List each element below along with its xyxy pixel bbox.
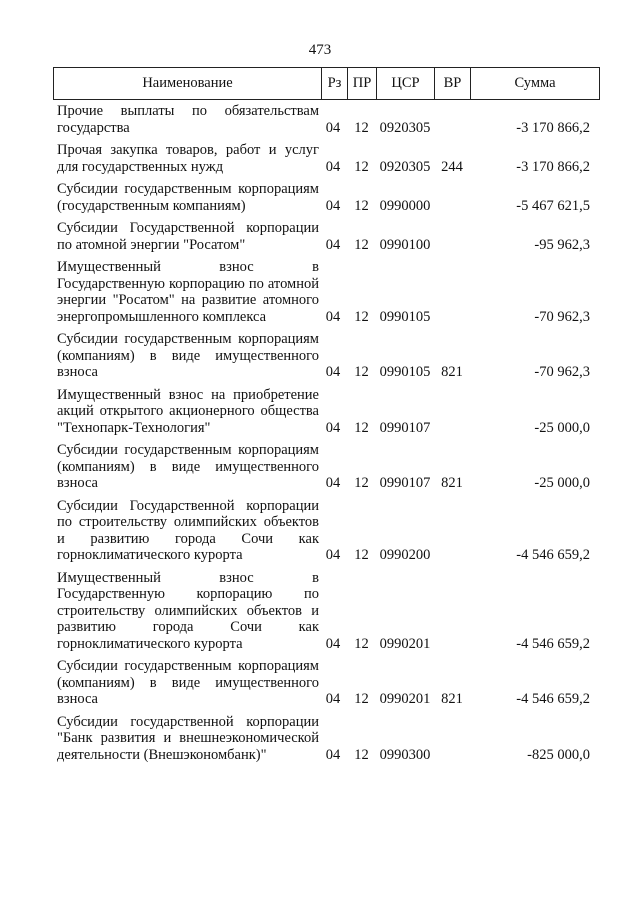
row-sum: -95 962,3	[534, 236, 590, 253]
row-csr: 0990105	[379, 364, 431, 380]
row-rz: 04	[325, 158, 341, 175]
row-csr: 0990200	[379, 547, 431, 563]
page-number: 473	[308, 42, 332, 58]
row-csr: 0990201	[379, 635, 431, 652]
row-csr: 0990300	[379, 746, 431, 763]
row-rz: 04	[325, 119, 341, 136]
header-pr: ПР	[348, 68, 377, 99]
row-sum: -70 962,3	[534, 364, 590, 380]
row-name: Имущественный взнос в Государственную корпорацию по строительству олимпийских объектов и развитию города Сочи как горноклиматического курорта	[57, 569, 319, 652]
row-sum: -70 962,3	[534, 308, 590, 325]
row-sum: -4 546 659,2	[516, 635, 590, 652]
row-rz: 04	[325, 547, 341, 563]
row-name: Прочая закупка товаров, работ и услуг для государственных нужд	[57, 142, 319, 175]
row-pr: 12	[354, 197, 369, 214]
header-name: Наименование	[54, 68, 322, 99]
row-csr: 0990201	[379, 691, 431, 707]
row-vr: 244	[441, 158, 463, 175]
row-sum: -4 546 659,2	[516, 691, 590, 707]
row-pr: 12	[354, 746, 369, 763]
row-rz: 04	[325, 635, 341, 652]
header-vr: ВР	[435, 68, 471, 99]
row-name: Субсидии государственным корпорациям (компаниям) в виде имущественного взноса	[57, 442, 319, 491]
row-name: Имущественный взнос на приобретение акций открытого акционерного общества "Технопарк-Технология"	[57, 386, 319, 436]
row-sum: -5 467 621,5	[516, 197, 590, 214]
table-row	[53, 658, 600, 708]
row-name: Субсидии Государственной корпорации по строительству олимпийских объектов и развитию города Сочи как горноклиматического курорта	[57, 497, 319, 563]
table-row	[53, 331, 600, 381]
row-rz: 04	[325, 691, 341, 707]
row-sum: -825 000,0	[527, 746, 590, 763]
row-name: Субсидии государственным корпорациям (компаниям) в виде имущественного взноса	[57, 658, 319, 707]
row-pr: 12	[354, 158, 369, 175]
row-pr: 12	[354, 236, 369, 253]
table-header	[53, 67, 600, 100]
row-sum: -4 546 659,2	[516, 547, 590, 563]
row-csr: 0990100	[379, 236, 431, 253]
row-rz: 04	[325, 364, 341, 380]
row-name: Имущественный взнос в Государственную корпорацию по атомной энергии "Росатом" на развитие атомного энергопромышленного комплекса	[57, 259, 319, 325]
row-name: Субсидии государственным корпорациям (компаниям) в виде имущественного взноса	[57, 331, 319, 380]
row-csr: 0990107	[379, 419, 431, 436]
row-pr: 12	[354, 419, 369, 436]
row-vr: 821	[441, 475, 463, 491]
table-row	[53, 714, 600, 764]
table-row	[53, 442, 600, 492]
row-name: Субсидии Государственной корпорации по атомной энергии "Росатом"	[57, 220, 319, 253]
row-csr: 0920305	[379, 158, 431, 175]
row-pr: 12	[354, 475, 369, 491]
row-pr: 12	[354, 364, 369, 380]
table-body	[53, 103, 600, 769]
row-pr: 12	[354, 119, 369, 136]
table-row	[53, 259, 600, 325]
header-rz: Рз	[322, 68, 348, 99]
row-rz: 04	[325, 236, 341, 253]
header-csr: ЦСР	[377, 68, 435, 99]
table-row	[53, 142, 600, 175]
table-row	[53, 498, 600, 564]
row-sum: -3 170 866,2	[516, 158, 590, 175]
table-row	[53, 387, 600, 437]
row-rz: 04	[325, 419, 341, 436]
row-pr: 12	[354, 308, 369, 325]
table-row	[53, 570, 600, 653]
row-csr: 0990000	[379, 197, 431, 214]
row-name: Субсидии государственным корпорациям (государственным компаниям)	[57, 181, 319, 214]
row-sum: -25 000,0	[534, 475, 590, 491]
row-sum: -3 170 866,2	[516, 119, 590, 136]
row-rz: 04	[325, 746, 341, 763]
row-name: Прочие выплаты по обязательствам государства	[57, 103, 319, 136]
row-name: Субсидии государственной корпорации "Банк развития и внешнеэкономической деятельности (Внешэкономбанк)"	[57, 713, 319, 763]
row-rz: 04	[325, 197, 341, 214]
row-rz: 04	[325, 308, 341, 325]
table-row	[53, 181, 600, 214]
row-csr: 0990105	[379, 308, 431, 325]
row-sum: -25 000,0	[534, 419, 590, 436]
row-vr: 821	[441, 364, 463, 380]
header-sum: Сумма	[514, 75, 556, 91]
table-row	[53, 220, 600, 253]
row-csr: 0990107	[379, 475, 431, 491]
row-pr: 12	[354, 691, 369, 707]
row-rz: 04	[325, 475, 341, 491]
row-csr: 0920305	[379, 119, 431, 136]
table-row	[53, 103, 600, 136]
row-pr: 12	[354, 635, 369, 652]
row-vr: 821	[441, 691, 463, 707]
row-pr: 12	[354, 547, 369, 563]
